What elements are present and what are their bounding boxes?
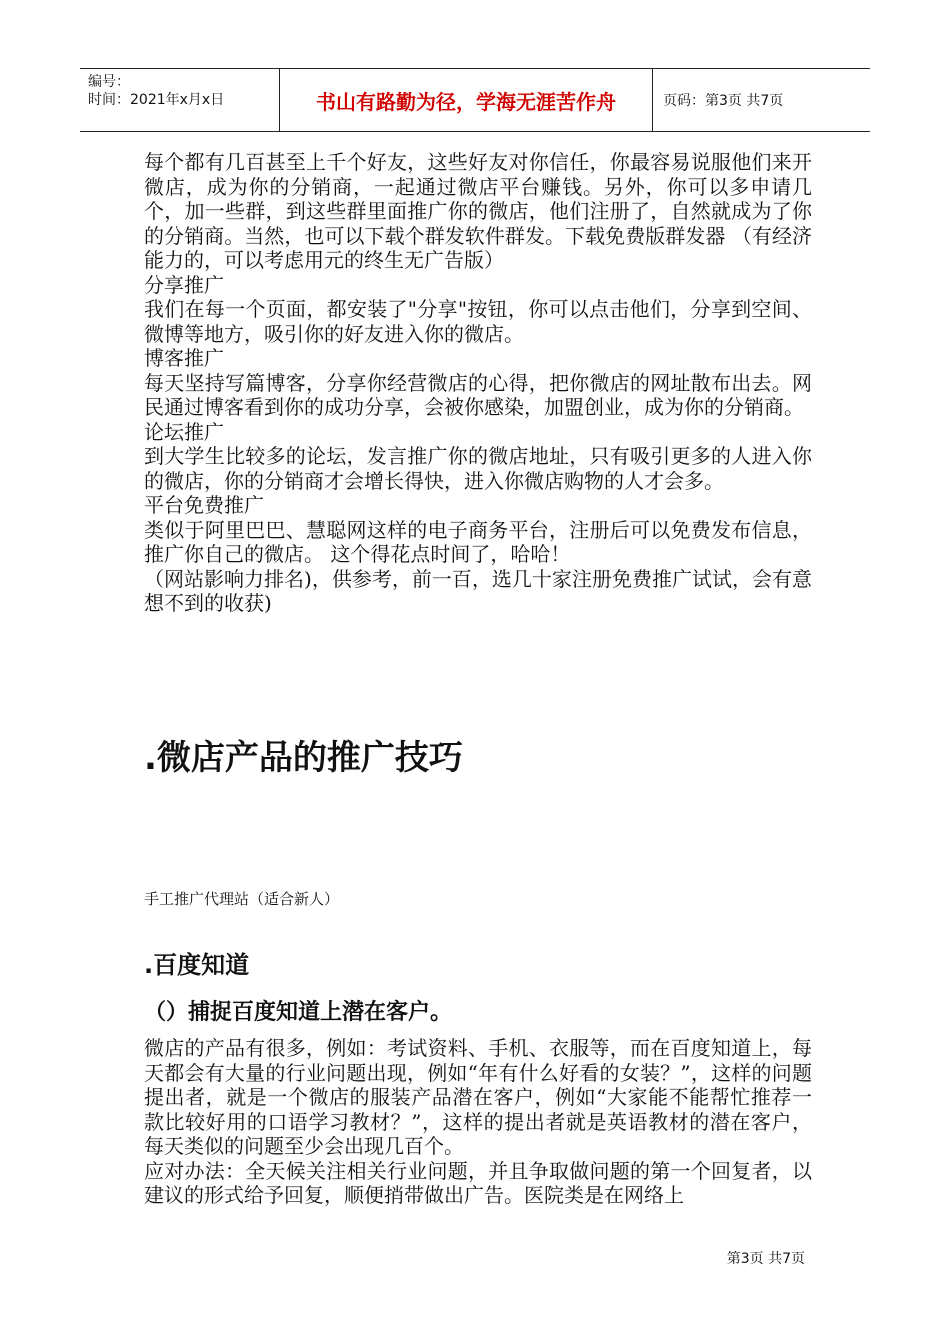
paragraph: 每天坚持写篇博客，分享你经营微店的心得，把你微店的网址散布出去。网民通过博客看到你的成功分享，会被你感染，加盟创业，成为你的分销商。 xyxy=(144,370,812,419)
header-meta xyxy=(80,69,280,131)
section-title: .微店产品的推广技巧 xyxy=(144,738,463,778)
subheading: 论坛推广 xyxy=(144,419,224,444)
paragraph: 微店的产品有很多，例如：考试资料、手机、衣服等，而在百度知道上，每天都会有大量的行业问题出现，例如“年有什么好看的女装？”，这样的问题提出者，就是一个微店的服装产品潜在客户，例如“大家能不能帮忙推荐一款比较好用的口语学习教材？”，这样的提出者就是英语教材的潜在客户，每天类似的问题至少会出现几百个。 xyxy=(144,1036,812,1158)
subsection-title: .百度知道 xyxy=(144,951,250,979)
paragraph: 到大学生比较多的论坛，发言推广你的微店地址，只有吸引更多的人进入你的微店，你的分销商才会增长得快，进入你微店购物的人才会多。 xyxy=(144,444,812,493)
paragraph: 我们在每一个页面，都安装了"分享"按钮，你可以点击他们，分享到空间、微博等地方，吸引你的好友进入你的微店。 xyxy=(144,297,812,346)
body-text xyxy=(144,150,812,616)
document-header xyxy=(80,68,870,132)
subheading: 分享推广 xyxy=(144,272,224,297)
paragraph: 应对办法：全天候关注相关行业问题，并且争取做问题的第一个回复者，以建议的形式给予回复，顺便捎带做出广告。医院类是在网络上 xyxy=(144,1158,812,1207)
subheading: 博客推广 xyxy=(144,346,224,370)
paragraph: （网站影响力排名)，供参考，前一百，选几十家注册免费推广试试，会有意想不到的收获) xyxy=(144,566,812,615)
header-motto: 书山有路勤为径，学海无涯苦作舟 xyxy=(280,69,653,131)
paragraph: 类似于阿里巴巴、慧聪网这样的电子商务平台，注册后可以免费发布信息，推广你自己的微店。 这个得花点时间了，哈哈！ xyxy=(144,517,812,566)
paragraph: 每个都有几百甚至上千个好友，这些好友对你信任，你最容易说服他们来开微店，成为你的分销商，一起通过微店平台赚钱。另外，你可以多申请几个，加一些群，到这些群里面推广你的微店，他们注册了，自然就成为了你的分销商。当然，也可以下载个群发软件群发。下载免费版群发器 （有经济能力的，可以考虑用元的终生无广告版） xyxy=(144,150,812,272)
section-note: 手工推广代理站（适合新人） xyxy=(144,890,340,908)
page-footer: 第3页 共7页 xyxy=(726,1251,805,1267)
number-label: 编号： xyxy=(88,74,130,90)
date-line: 时间：2021年x月x日 xyxy=(88,92,225,108)
body-text-2 xyxy=(144,1036,812,1208)
subheading: 平台免费推广 xyxy=(144,493,264,517)
header-page-info: 页码：第3页 共7页 xyxy=(663,93,784,109)
subsubsection-title: （）捕捉百度知道上潜在客户。 xyxy=(144,1000,453,1025)
